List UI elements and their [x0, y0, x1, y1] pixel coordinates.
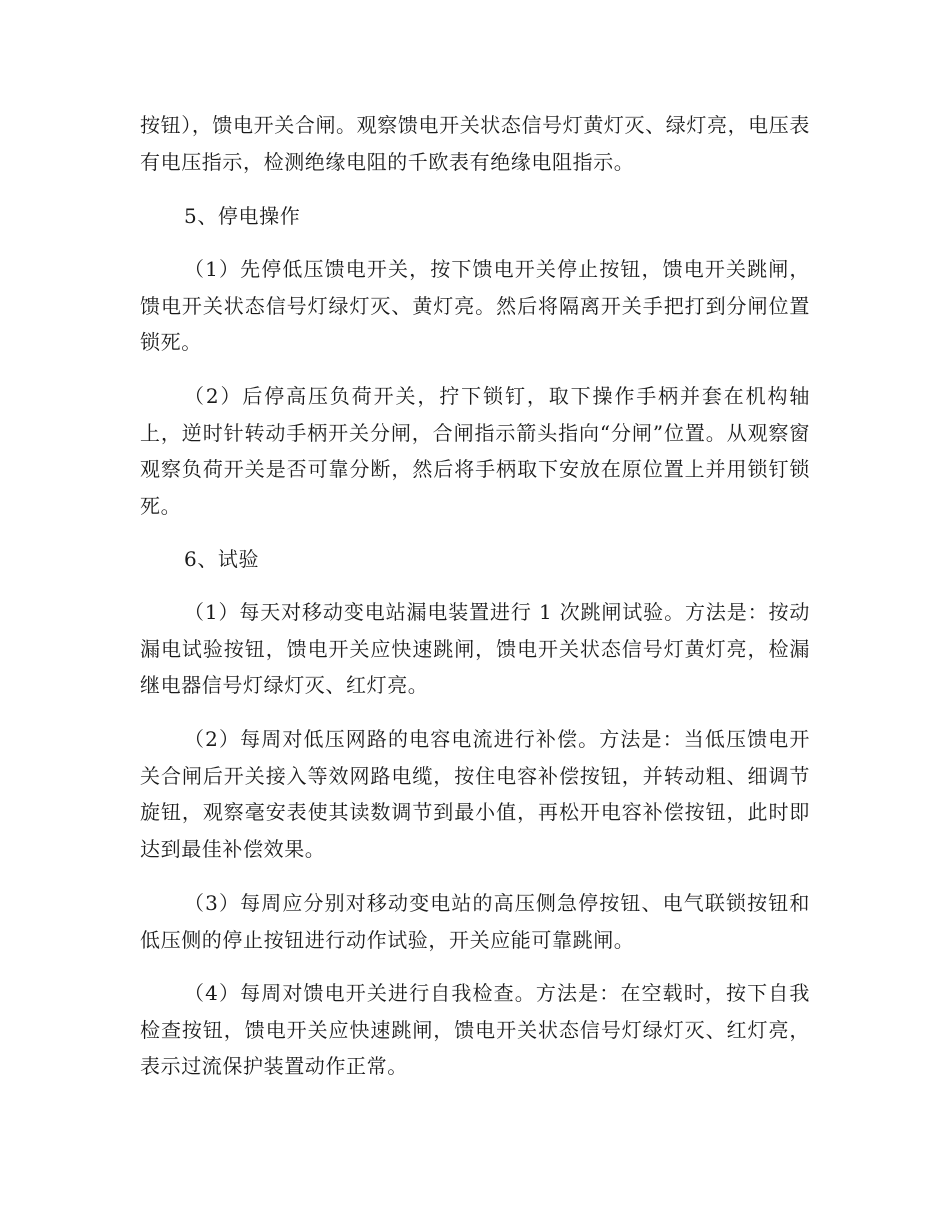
paragraph-6-2: （2）每周对低压网路的电容电流进行补偿。方法是：当低压馈电开关合闸后开关接入等效网路电缆，按住电容补偿按钮，并转动粗、细调节旋钮，观察毫安表使其读数调节到最小值，再松开电容补偿按钮，此时即达到最佳补偿效果。 [140, 727, 810, 861]
paragraph-5-2: （2）后停高压负荷开关，拧下锁钉，取下操作手柄并套在机构轴上，逆时针转动手柄开关分闸，合闸指示箭头指向“分闸”位置。从观察窗观察负荷开关是否可靠分断，然后将手柄取下安放在原位置上并用锁钉锁死。 [140, 384, 810, 518]
section-heading-5: 5、停电操作 [184, 204, 301, 228]
section-heading-6: 6、试验 [184, 547, 260, 571]
paragraph-5-1: （1）先停低压馈电开关，按下馈电开关停止按钮，馈电开关跳闸，馈电开关状态信号灯绿灯灭、黄灯亮。然后将隔离开关手把打到分闸位置锁死。 [140, 257, 810, 354]
paragraph-6-4: （4）每周对馈电开关进行自我检查。方法是：在空载时，按下自我检查按钮，馈电开关应快速跳闸，馈电开关状态信号灯绿灯灭、红灯亮，表示过流保护装置动作正常。 [140, 981, 810, 1078]
paragraph-6-1: （1）每天对移动变电站漏电装置进行 1 次跳闸试验。方法是：按动漏电试验按钮，馈电开关应快速跳闸，馈电开关状态信号灯黄灯亮，检漏继电器信号灯绿灯灭、红灯亮。 [140, 600, 810, 697]
paragraph-6-3: （3）每周应分别对移动变电站的高压侧急停按钮、电气联锁按钮和低压侧的停止按钮进行动作试验，开关应能可靠跳闸。 [140, 891, 810, 952]
paragraph-continued: 按钮），馈电开关合闸。观察馈电开关状态信号灯黄灯灭、绿灯亮，电压表有电压指示，检测绝缘电阻的千欧表有绝缘电阻指示。 [140, 113, 810, 174]
